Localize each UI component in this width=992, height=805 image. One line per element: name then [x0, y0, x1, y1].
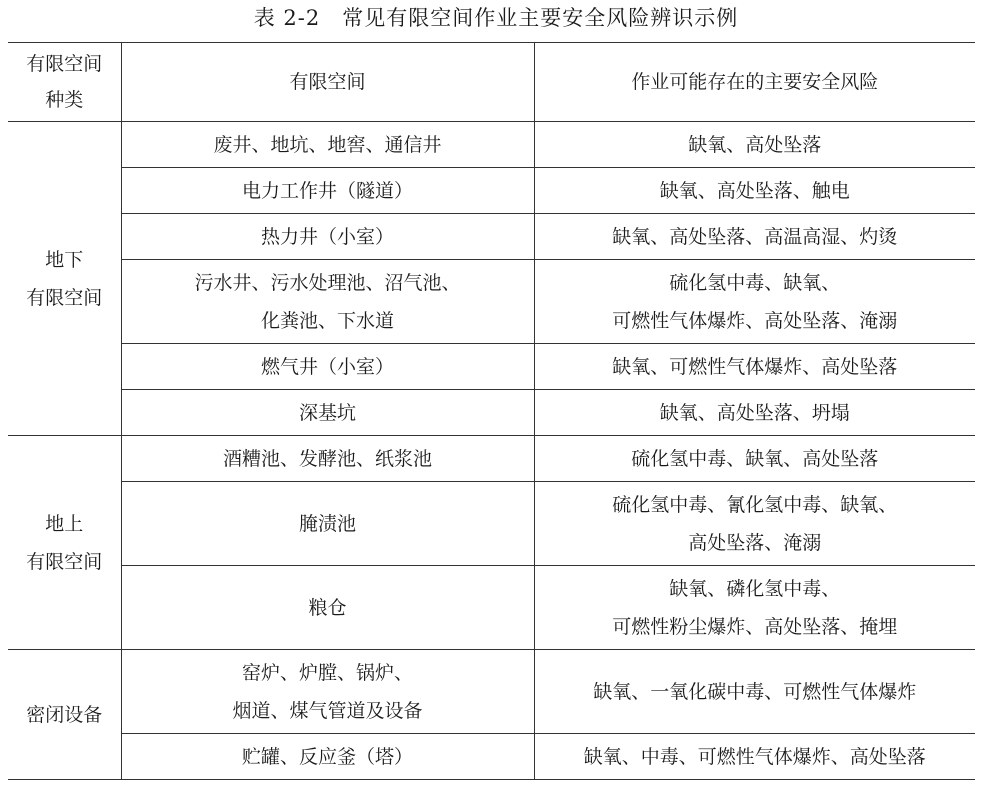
- risk-cell: 缺氧、高处坠落: [534, 122, 975, 168]
- risk-cell: 缺氧、中毒、可燃性气体爆炸、高处坠落: [534, 734, 975, 780]
- space-cell: 深基坑: [121, 390, 534, 436]
- header-risk: 作业可能存在的主要安全风险: [534, 43, 975, 122]
- risk-cell: 硫化氢中毒、缺氧、高处坠落: [534, 436, 975, 482]
- table-row: [8, 650, 975, 734]
- space-cell: 窑炉、炉膛、锅炉、 烟道、煤气管道及设备: [121, 650, 534, 734]
- space-cell: 腌渍池: [121, 482, 534, 566]
- table-title: 常见有限空间作业主要安全风险辨识示例: [342, 6, 739, 30]
- table-row: [8, 168, 975, 214]
- table-row: [8, 214, 975, 260]
- risk-table: [8, 42, 975, 780]
- category-cell-sealed-equipment: 密闭设备: [8, 650, 121, 780]
- space-cell: 污水井、污水处理池、沼气池、 化粪池、下水道: [121, 260, 534, 344]
- table-number: 表 2-2: [253, 6, 321, 30]
- space-cell: 燃气井（小室）: [121, 344, 534, 390]
- header-space: 有限空间: [121, 43, 534, 122]
- table-row: [8, 566, 975, 650]
- space-cell: 贮罐、反应釜（塔）: [121, 734, 534, 780]
- space-cell: 热力井（小室）: [121, 214, 534, 260]
- risk-cell: 缺氧、高处坠落、触电: [534, 168, 975, 214]
- table-row: [8, 260, 975, 344]
- table-row: [8, 344, 975, 390]
- risk-cell: 缺氧、高处坠落、高温高湿、灼烫: [534, 214, 975, 260]
- space-cell: 粮仓: [121, 566, 534, 650]
- space-cell: 废井、地坑、地窖、通信井: [121, 122, 534, 168]
- table-caption: [0, 2, 992, 34]
- header-category: 有限空间 种类: [8, 43, 121, 122]
- table-row: [8, 734, 975, 780]
- risk-cell: 硫化氢中毒、氰化氢中毒、缺氧、 高处坠落、淹溺: [534, 482, 975, 566]
- risk-cell: 缺氧、磷化氢中毒、 可燃性粉尘爆炸、高处坠落、掩埋: [534, 566, 975, 650]
- risk-cell: 缺氧、一氧化碳中毒、可燃性气体爆炸: [534, 650, 975, 734]
- table-row: [8, 436, 975, 482]
- risk-cell: 硫化氢中毒、缺氧、 可燃性气体爆炸、高处坠落、淹溺: [534, 260, 975, 344]
- risk-cell: 缺氧、高处坠落、坍塌: [534, 390, 975, 436]
- table-row: [8, 390, 975, 436]
- category-cell-underground: 地下 有限空间: [8, 122, 121, 436]
- table-row: [8, 482, 975, 566]
- header-row: [8, 43, 975, 122]
- space-cell: 酒糟池、发酵池、纸浆池: [121, 436, 534, 482]
- risk-cell: 缺氧、可燃性气体爆炸、高处坠落: [534, 344, 975, 390]
- category-cell-aboveground: 地上 有限空间: [8, 436, 121, 650]
- table-row: [8, 122, 975, 168]
- space-cell: 电力工作井（隧道）: [121, 168, 534, 214]
